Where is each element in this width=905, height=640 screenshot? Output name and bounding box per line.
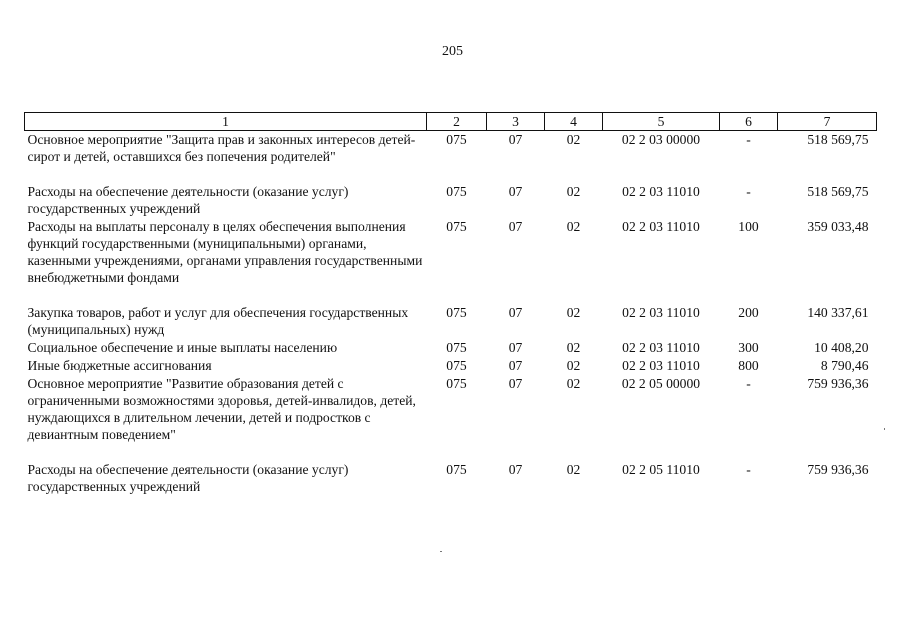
subsection-code: 02	[566, 305, 581, 320]
scan-speck	[440, 551, 442, 552]
amount: 518 569,75	[807, 184, 869, 199]
column-header: 2	[427, 113, 487, 131]
section-code: 07	[508, 462, 523, 477]
expense-name: Расходы на выплаты персоналу в целях обеспечения выполнения функций государственными (муниципальными) органами, казенными учреждениями, органами управления государственными внебюджетными фондами	[27, 219, 423, 285]
ministry-code: 075	[446, 340, 467, 355]
subsection-code: 02	[566, 340, 581, 355]
expense-type-code: -	[746, 376, 751, 391]
subsection-code: 02	[566, 132, 581, 147]
expense-type-code: 300	[738, 340, 759, 355]
table-row	[25, 357, 877, 375]
column-header: 3	[487, 113, 545, 131]
ministry-code: 075	[446, 376, 467, 391]
subsection-code: 02	[566, 184, 581, 199]
section-code: 07	[508, 132, 523, 147]
column-header: 1	[25, 113, 427, 131]
section-code: 07	[508, 219, 523, 234]
table-row	[25, 183, 877, 218]
expense-type-code: -	[746, 462, 751, 477]
expense-name: Основное мероприятие "Развитие образования детей с ограниченными возможностями здоровья, детей-инвалидов, детей, нуждающихся в длительном лечении, детей и подростков с девиантным поведением"	[27, 376, 416, 442]
expense-name: Основное мероприятие "Защита прав и законных интересов детей-сирот и детей, оставшихся без попечения родителей"	[27, 132, 416, 164]
expense-name: Расходы на обеспечение деятельности (оказание услуг) государственных учреждений	[27, 462, 349, 494]
column-header: 6	[720, 113, 778, 131]
target-article-code: 02 2 03 11010	[622, 184, 700, 199]
amount: 8 790,46	[820, 358, 869, 373]
subsection-code: 02	[566, 219, 581, 234]
expense-type-code: 100	[738, 219, 759, 234]
expense-type-code: -	[746, 132, 751, 147]
section-code: 07	[508, 340, 523, 355]
subsection-code: 02	[566, 376, 581, 391]
expense-type-code: -	[746, 184, 751, 199]
target-article-code: 02 2 03 11010	[622, 305, 700, 320]
table-row	[25, 304, 877, 339]
table-header-row	[25, 113, 877, 131]
column-header: 5	[603, 113, 720, 131]
amount: 759 936,36	[807, 376, 869, 391]
table-row	[25, 339, 877, 357]
target-article-code: 02 2 03 11010	[622, 340, 700, 355]
expense-type-code: 200	[738, 305, 759, 320]
amount: 10 408,20	[814, 340, 869, 355]
expense-name: Закупка товаров, работ и услуг для обеспечения государственных (муниципальных) нужд	[27, 305, 409, 337]
budget-table	[24, 112, 877, 496]
amount: 518 569,75	[807, 132, 869, 147]
subsection-code: 02	[566, 358, 581, 373]
section-code: 07	[508, 358, 523, 373]
column-header: 4	[545, 113, 603, 131]
expense-name: Иные бюджетные ассигнования	[27, 358, 212, 373]
column-header: 7	[778, 113, 877, 131]
section-code: 07	[508, 305, 523, 320]
target-article-code: 02 2 05 00000	[621, 376, 701, 391]
table-row	[25, 218, 877, 304]
expense-name: Расходы на обеспечение деятельности (оказание услуг) государственных учреждений	[27, 184, 349, 216]
ministry-code: 075	[446, 358, 467, 373]
subsection-code: 02	[566, 462, 581, 477]
table-row	[25, 375, 877, 461]
amount: 759 936,36	[807, 462, 869, 477]
expense-type-code: 800	[738, 358, 759, 373]
ministry-code: 075	[446, 184, 467, 199]
section-code: 07	[508, 376, 523, 391]
ministry-code: 075	[446, 305, 467, 320]
target-article-code: 02 2 03 00000	[621, 132, 701, 147]
target-article-code: 02 2 03 11010	[622, 358, 700, 373]
ministry-code: 075	[446, 462, 467, 477]
target-article-code: 02 2 03 11010	[622, 219, 700, 234]
expense-name: Социальное обеспечение и иные выплаты населению	[27, 340, 338, 355]
table-row	[25, 131, 877, 184]
ministry-code: 075	[446, 219, 467, 234]
target-article-code: 02 2 05 11010	[622, 462, 700, 477]
page-number: 205	[442, 44, 463, 59]
ministry-code: 075	[446, 132, 467, 147]
section-code: 07	[508, 184, 523, 199]
table-row	[25, 461, 877, 496]
amount: 140 337,61	[807, 305, 869, 320]
amount: 359 033,48	[807, 219, 869, 234]
scan-speck	[884, 428, 885, 430]
